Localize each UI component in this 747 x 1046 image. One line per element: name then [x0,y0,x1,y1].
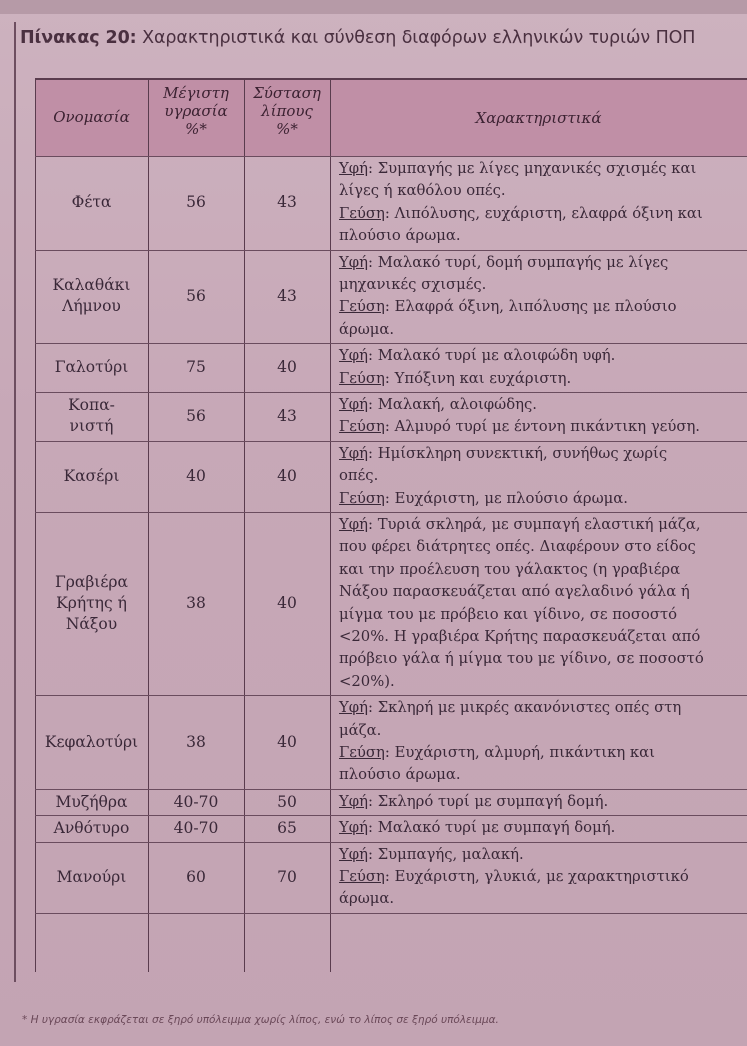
characteristics-line: οπές. [339,467,379,485]
max-moisture-value: 56 [186,286,206,305]
row-divider [35,842,747,843]
fat-content-value: 43 [277,286,297,305]
row-divider [35,913,747,914]
cheese-name: Γαλοτύρι [54,358,129,377]
fat-content-value: 70 [277,867,297,886]
characteristics-line: Υφή: Συμπαγής, μαλακή. [339,845,524,863]
cheese-name: Κοπα- νιστή [68,396,115,436]
header-moisture: Μέγιστη υγρασία %* [163,84,229,138]
characteristics-line: Νάξου παρασκευάζεται από αγελαδινό γάλα ή [339,583,690,601]
caption-label: Πίνακας 20: [20,28,137,48]
fat-content-value: 40 [277,358,297,377]
row-divider [35,512,747,513]
row-divider [35,392,747,393]
characteristics-line: Υφή: Μαλακό τυρί, δομή συμπαγής με λίγες [339,253,669,271]
characteristics-line: Υφή: Σκληρό τυρί με συμπαγή δομή. [339,792,609,810]
characteristics-text [339,844,747,911]
characteristics-line: μάζα. [339,721,382,739]
header-name: Ονομασία [53,108,130,126]
max-moisture-value: 56 [186,193,206,212]
characteristics-line: Υφή: Μαλακό τυρί με αλοιφώδη υφή. [339,347,616,365]
characteristics-line: μηχανικές σχισμές. [339,275,487,293]
max-moisture-value: 40 [186,466,206,485]
left-margin-rule [14,22,16,982]
row-divider [35,815,747,816]
row-divider [35,695,747,696]
header-characteristics: Χαρακτηριστικά [475,109,602,127]
footnote: * Η υγρασία εκφράζεται σε ξηρό υπόλειμμα χωρίς λίπος, ενώ το λίπος σε ξηρό υπόλειμμα. [22,1014,499,1026]
characteristics-text [339,252,747,342]
characteristics-line: Γεύση: Ευχάριστη, αλμυρή, πικάντικη και [339,743,655,761]
characteristics-text [339,817,747,839]
row-divider [35,441,747,442]
characteristics-line: λίγες ή καθόλου οπές. [339,182,506,200]
characteristics-text [339,158,747,248]
fat-content-value: 50 [277,792,297,811]
fat-content-value: 43 [277,406,297,425]
cheese-name: Φέτα [71,193,112,212]
characteristics-line: <20%. Η γραβιέρα Κρήτης παρασκευάζεται από [339,627,701,645]
cheese-name: Ανθότυρο [53,818,130,837]
max-moisture-value: 38 [186,732,206,751]
characteristics-line: άρωμα. [339,890,395,908]
fat-content-value: 40 [277,594,297,613]
characteristics-line: Υφή: Τυριά σκληρά, με συμπαγή ελαστική μάζα, [339,516,701,533]
fat-content-value: 43 [277,193,297,212]
characteristics-line: Υφή: Μαλακό τυρί με συμπαγή δομή. [339,819,616,837]
characteristics-line: και την προέλευση του γάλακτος (η γραβιέρα [339,560,681,578]
max-moisture-value: 75 [186,358,206,377]
characteristics-line: που φέρει διάτρητες οπές. Διαφέρουν στο είδος [339,538,696,556]
table-caption [20,28,695,48]
characteristics-text [339,443,747,510]
cheese-name: Μανούρι [56,867,127,886]
characteristics-text [339,514,747,693]
header-fat: Σύσταση λίπους %* [253,84,321,138]
fat-content-value: 65 [277,818,297,837]
max-moisture-value: 60 [186,867,206,886]
cheese-name: Γραβιέρα Κρήτης ή Νάξου [55,573,128,634]
max-moisture-value: 38 [186,594,206,613]
characteristics-line: Γεύση: Υπόξινη και ευχάριστη. [339,369,572,387]
row-divider [35,156,747,157]
characteristics-line: Γεύση: Λιπόλυσης, ευχάριστη, ελαφρά όξινη και [339,204,703,222]
characteristics-text [339,697,747,787]
max-moisture-value: 56 [186,406,206,425]
cheese-name: Μυζήθρα [55,792,128,811]
row-divider [35,250,747,251]
cheese-name: Κεφαλοτύρι [44,732,139,751]
characteristics-line: πλούσιο άρωμα. [339,227,461,245]
characteristics-line: Γεύση: Ελαφρά όξινη, λιπόλυσης με πλούσιο [339,298,677,316]
column-divider [330,80,331,972]
characteristics-line: άρωμα. [339,320,395,338]
characteristics-line: Υφή: Σκληρή με μικρές ακανόνιστες οπές στη [339,699,682,717]
characteristics-line: Υφή: Μαλακή, αλοιφώδης. [339,396,537,413]
cheese-table [35,78,747,972]
characteristics-line: Γεύση: Ευχάριστη, γλυκιά, με χαρακτηριστικό [339,867,689,885]
cheese-name: Καλαθάκι Λήμνου [52,276,131,316]
characteristics-text [339,345,747,390]
page-top-edge [0,0,747,14]
max-moisture-value: 40-70 [173,818,219,837]
row-divider [35,343,747,344]
cheese-name: Κασέρι [63,466,120,485]
characteristics-line: πλούσιο άρωμα. [339,766,461,784]
caption-text: Χαρακτηριστικά και σύνθεση διαφόρων ελληνικών τυριών ΠΟΠ [142,28,696,48]
characteristics-text [339,791,747,813]
characteristics-line: Γεύση: Αλμυρό τυρί με έντονη πικάντικη γεύση. [339,418,701,436]
max-moisture-value: 40-70 [173,792,219,811]
characteristics-line: Υφή: Συμπαγής με λίγες μηχανικές σχισμές και [339,160,697,177]
characteristics-line: Υφή: Ημίσκληρη συνεκτική, συνήθως χωρίς [339,444,668,462]
row-divider [35,789,747,790]
characteristics-text [339,394,747,439]
characteristics-line: Γεύση: Ευχάριστη, με πλούσιο άρωμα. [339,489,628,507]
fat-content-value: 40 [277,732,297,751]
characteristics-line: <20%). [339,672,395,690]
characteristics-line: πρόβειο γάλα ή μίγμα του με γίδινο, σε ποσοστό [339,650,704,668]
fat-content-value: 40 [277,466,297,485]
characteristics-line: μίγμα του με πρόβειο και γίδινο, σε ποσοστό [339,605,678,623]
